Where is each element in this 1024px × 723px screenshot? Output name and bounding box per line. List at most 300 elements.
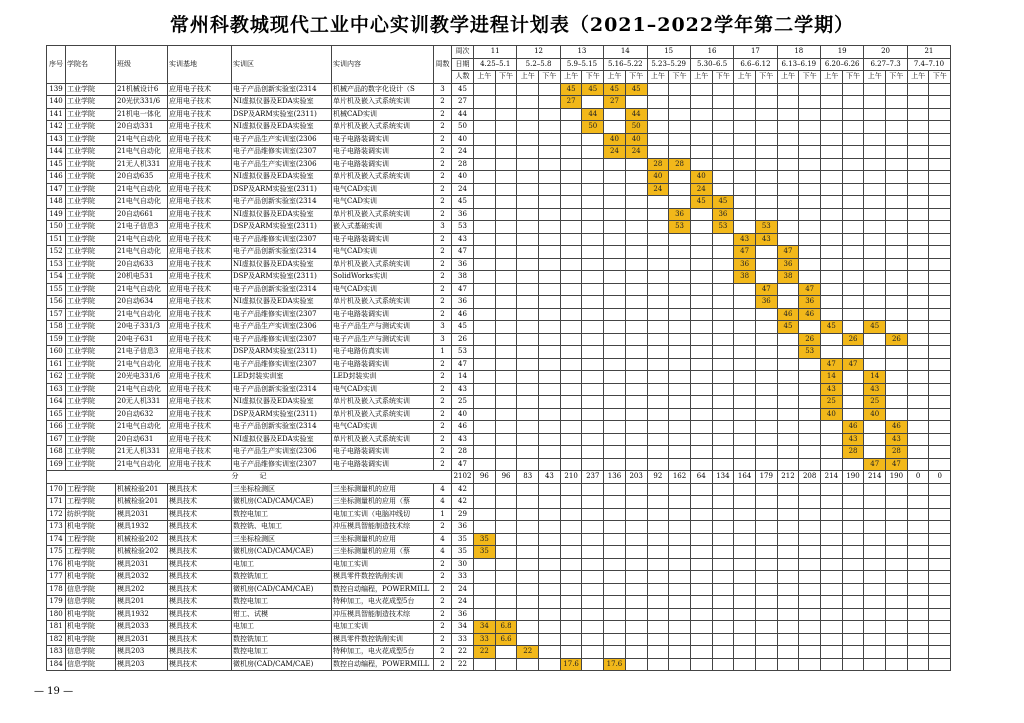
schedule-cell bbox=[690, 308, 712, 321]
row-weeks: 2 bbox=[434, 183, 452, 196]
schedule-cell bbox=[690, 358, 712, 371]
schedule-cell bbox=[777, 108, 799, 121]
schedule-cell bbox=[929, 321, 951, 334]
row-class: 20自动631 bbox=[116, 433, 168, 446]
row-class: 模具2031 bbox=[116, 508, 168, 521]
row-college: 机电学院 bbox=[66, 633, 116, 646]
schedule-cell bbox=[625, 521, 647, 534]
header-pm: 下午 bbox=[625, 71, 647, 84]
schedule-cell bbox=[821, 433, 843, 446]
schedule-cell bbox=[495, 558, 517, 571]
row-people: 24 bbox=[452, 583, 474, 596]
schedule-cell bbox=[474, 183, 496, 196]
schedule-cell bbox=[712, 333, 734, 346]
row-base: 模具技术 bbox=[168, 508, 232, 521]
row-area: 数控电加工 bbox=[232, 646, 332, 659]
row-base: 应用电子技术 bbox=[168, 308, 232, 321]
schedule-cell bbox=[821, 421, 843, 434]
schedule-cell bbox=[495, 608, 517, 621]
table-row bbox=[47, 108, 951, 121]
row-seq: 161 bbox=[47, 358, 66, 371]
schedule-cell bbox=[539, 371, 561, 384]
schedule-cell bbox=[625, 496, 647, 509]
schedule-cell bbox=[734, 621, 756, 634]
schedule-cell bbox=[886, 658, 908, 671]
schedule-cell bbox=[517, 596, 539, 609]
row-seq: 149 bbox=[47, 208, 66, 221]
row-people: 50 bbox=[452, 121, 474, 134]
row-area: DSP及ARM实验室(2311) bbox=[232, 408, 332, 421]
row-college: 工业学院 bbox=[66, 133, 116, 146]
schedule-cell bbox=[625, 571, 647, 584]
schedule-cell bbox=[517, 608, 539, 621]
schedule-cell bbox=[712, 596, 734, 609]
schedule-cell bbox=[495, 296, 517, 309]
schedule-cell bbox=[821, 608, 843, 621]
row-weeks: 2 bbox=[434, 158, 452, 171]
schedule-cell bbox=[842, 546, 864, 559]
schedule-cell bbox=[539, 571, 561, 584]
schedule-cell bbox=[755, 658, 777, 671]
schedule-cell bbox=[647, 408, 669, 421]
row-base: 应用电子技术 bbox=[168, 146, 232, 159]
row-content: 电子电路装调实训 bbox=[332, 446, 434, 459]
schedule-cell bbox=[734, 121, 756, 134]
row-people: 24 bbox=[452, 146, 474, 159]
row-college: 工业学院 bbox=[66, 358, 116, 371]
schedule-cell bbox=[625, 446, 647, 459]
schedule-cell bbox=[647, 146, 669, 159]
schedule-cell bbox=[604, 646, 626, 659]
row-class: 20无人机331 bbox=[116, 396, 168, 409]
schedule-cell bbox=[582, 296, 604, 309]
row-content: 电气CAD实训 bbox=[332, 383, 434, 396]
subtotal-value: 0 bbox=[907, 471, 929, 484]
row-weeks: 3 bbox=[434, 83, 452, 96]
schedule-cell bbox=[821, 208, 843, 221]
row-college: 工业学院 bbox=[66, 346, 116, 359]
row-weeks: 2 bbox=[434, 596, 452, 609]
schedule-cell bbox=[864, 158, 886, 171]
schedule-cell bbox=[864, 108, 886, 121]
row-seq: 169 bbox=[47, 458, 66, 471]
schedule-cell bbox=[495, 121, 517, 134]
schedule-cell bbox=[669, 421, 691, 434]
schedule-cell bbox=[669, 646, 691, 659]
row-class: 机械检验202 bbox=[116, 546, 168, 559]
schedule-cell bbox=[712, 571, 734, 584]
schedule-cell bbox=[582, 521, 604, 534]
schedule-cell bbox=[777, 83, 799, 96]
schedule-cell bbox=[625, 308, 647, 321]
schedule-cell bbox=[755, 646, 777, 659]
subtotal-value: 214 bbox=[821, 471, 843, 484]
schedule-cell bbox=[929, 446, 951, 459]
schedule-cell bbox=[474, 358, 496, 371]
header-date-range: 5.23–5.29 bbox=[647, 58, 690, 71]
schedule-cell bbox=[474, 221, 496, 234]
schedule-cell bbox=[712, 508, 734, 521]
schedule-cell bbox=[539, 121, 561, 134]
schedule-cell bbox=[777, 546, 799, 559]
schedule-cell bbox=[582, 246, 604, 259]
schedule-cell bbox=[625, 271, 647, 284]
schedule-cell bbox=[560, 183, 582, 196]
schedule-cell bbox=[560, 271, 582, 284]
schedule-cell bbox=[929, 121, 951, 134]
schedule-cell bbox=[842, 583, 864, 596]
row-weeks: 2 bbox=[434, 396, 452, 409]
row-college: 信息学院 bbox=[66, 583, 116, 596]
schedule-cell bbox=[474, 121, 496, 134]
row-base: 应用电子技术 bbox=[168, 271, 232, 284]
schedule-cell bbox=[517, 621, 539, 634]
schedule-cell bbox=[582, 421, 604, 434]
schedule-cell bbox=[821, 108, 843, 121]
subtotal-value: 179 bbox=[755, 471, 777, 484]
schedule-cell bbox=[625, 296, 647, 309]
schedule-cell bbox=[474, 146, 496, 159]
schedule-cell bbox=[864, 658, 886, 671]
schedule-cell bbox=[474, 233, 496, 246]
schedule-cell bbox=[821, 483, 843, 496]
row-content: 电气CAD实训 bbox=[332, 283, 434, 296]
schedule-cell-filled: 45 bbox=[625, 83, 647, 96]
subtotal-value: 0 bbox=[929, 471, 951, 484]
schedule-cell bbox=[539, 658, 561, 671]
row-class: 模具202 bbox=[116, 583, 168, 596]
row-class: 20自动634 bbox=[116, 296, 168, 309]
row-weeks: 2 bbox=[434, 196, 452, 209]
schedule-cell bbox=[625, 408, 647, 421]
schedule-cell bbox=[669, 521, 691, 534]
schedule-cell bbox=[799, 108, 821, 121]
schedule-cell bbox=[539, 633, 561, 646]
schedule-cell bbox=[560, 571, 582, 584]
schedule-cell bbox=[690, 221, 712, 234]
schedule-cell bbox=[755, 158, 777, 171]
schedule-cell bbox=[907, 358, 929, 371]
subtotal-value: 64 bbox=[690, 471, 712, 484]
schedule-cell bbox=[864, 608, 886, 621]
schedule-cell bbox=[669, 458, 691, 471]
header-am: 上午 bbox=[907, 71, 929, 84]
row-content: SolidWorks实训 bbox=[332, 271, 434, 284]
schedule-cell bbox=[799, 458, 821, 471]
schedule-cell-filled: 40 bbox=[864, 408, 886, 421]
schedule-cell bbox=[604, 633, 626, 646]
schedule-cell bbox=[690, 346, 712, 359]
row-seq: 177 bbox=[47, 571, 66, 584]
schedule-cell bbox=[582, 333, 604, 346]
schedule-cell bbox=[929, 408, 951, 421]
schedule-cell bbox=[474, 383, 496, 396]
schedule-cell-filled: 43 bbox=[842, 433, 864, 446]
schedule-cell bbox=[625, 533, 647, 546]
table-row bbox=[47, 183, 951, 196]
row-class: 21电气自动化 bbox=[116, 233, 168, 246]
row-seq: 144 bbox=[47, 146, 66, 159]
schedule-cell-filled: 27 bbox=[604, 96, 626, 109]
schedule-cell-filled: 40 bbox=[647, 171, 669, 184]
row-class: 20机电531 bbox=[116, 271, 168, 284]
row-base: 应用电子技术 bbox=[168, 408, 232, 421]
row-people: 22 bbox=[452, 658, 474, 671]
schedule-cell bbox=[690, 558, 712, 571]
schedule-cell bbox=[647, 221, 669, 234]
table-row bbox=[47, 246, 951, 259]
schedule-cell bbox=[560, 483, 582, 496]
schedule-cell bbox=[625, 458, 647, 471]
schedule-cell bbox=[929, 371, 951, 384]
row-college: 工业学院 bbox=[66, 396, 116, 409]
schedule-cell bbox=[712, 171, 734, 184]
schedule-cell bbox=[495, 333, 517, 346]
schedule-cell bbox=[799, 96, 821, 109]
row-people: 25 bbox=[452, 396, 474, 409]
row-base: 模具技术 bbox=[168, 646, 232, 659]
schedule-cell bbox=[647, 483, 669, 496]
schedule-cell bbox=[821, 596, 843, 609]
row-seq: 157 bbox=[47, 308, 66, 321]
schedule-cell bbox=[495, 221, 517, 234]
header-date-range: 4.25–5.1 bbox=[474, 58, 517, 71]
schedule-cell bbox=[560, 533, 582, 546]
table-row bbox=[47, 408, 951, 421]
schedule-cell-filled: 38 bbox=[734, 271, 756, 284]
schedule-cell bbox=[690, 571, 712, 584]
row-college: 机电学院 bbox=[66, 521, 116, 534]
schedule-cell bbox=[755, 121, 777, 134]
schedule-cell bbox=[886, 233, 908, 246]
schedule-cell bbox=[799, 496, 821, 509]
header-people-label: 人数 bbox=[452, 71, 474, 84]
subtotal-value: 212 bbox=[777, 471, 799, 484]
schedule-cell bbox=[907, 108, 929, 121]
row-seq: 179 bbox=[47, 596, 66, 609]
schedule-cell bbox=[669, 183, 691, 196]
schedule-cell bbox=[929, 633, 951, 646]
schedule-cell bbox=[886, 283, 908, 296]
schedule-cell bbox=[690, 496, 712, 509]
row-class: 21电子信息3 bbox=[116, 221, 168, 234]
row-content: 单片机及嵌入式系统实训 bbox=[332, 408, 434, 421]
schedule-cell bbox=[604, 621, 626, 634]
schedule-cell bbox=[886, 296, 908, 309]
schedule-cell bbox=[755, 346, 777, 359]
schedule-cell bbox=[495, 421, 517, 434]
row-seq: 182 bbox=[47, 633, 66, 646]
row-base: 模具技术 bbox=[168, 633, 232, 646]
schedule-cell bbox=[842, 633, 864, 646]
subtotal-value: 162 bbox=[669, 471, 691, 484]
header-pm: 下午 bbox=[755, 71, 777, 84]
row-class: 21机电一体化 bbox=[116, 108, 168, 121]
schedule-cell bbox=[647, 121, 669, 134]
schedule-cell bbox=[604, 283, 626, 296]
schedule-cell-filled: 44 bbox=[625, 108, 647, 121]
header-am: 上午 bbox=[647, 71, 669, 84]
schedule-cell bbox=[560, 146, 582, 159]
schedule-cell bbox=[777, 358, 799, 371]
subtotal-value: 136 bbox=[604, 471, 626, 484]
schedule-cell bbox=[799, 233, 821, 246]
schedule-cell bbox=[777, 396, 799, 409]
schedule-cell bbox=[886, 646, 908, 659]
row-class: 20光电331/6 bbox=[116, 371, 168, 384]
row-content: 电气CAD实训 bbox=[332, 183, 434, 196]
table-row bbox=[47, 596, 951, 609]
row-base: 模具技术 bbox=[168, 521, 232, 534]
schedule-cell bbox=[929, 396, 951, 409]
schedule-cell bbox=[495, 196, 517, 209]
schedule-cell bbox=[777, 446, 799, 459]
row-seq: 183 bbox=[47, 646, 66, 659]
schedule-cell bbox=[604, 233, 626, 246]
schedule-cell bbox=[755, 521, 777, 534]
schedule-cell bbox=[864, 246, 886, 259]
schedule-cell bbox=[799, 171, 821, 184]
row-college: 工业学院 bbox=[66, 433, 116, 446]
schedule-cell bbox=[495, 321, 517, 334]
header-class: 班级 bbox=[116, 46, 168, 84]
row-base: 应用电子技术 bbox=[168, 433, 232, 446]
schedule-cell bbox=[560, 296, 582, 309]
schedule-cell bbox=[907, 446, 929, 459]
schedule-cell-filled: 36 bbox=[777, 258, 799, 271]
schedule-cell bbox=[886, 258, 908, 271]
header-pm: 下午 bbox=[539, 71, 561, 84]
schedule-cell bbox=[929, 433, 951, 446]
row-area: 电子产品生产实训室(2306 bbox=[232, 133, 332, 146]
schedule-cell bbox=[777, 196, 799, 209]
row-college: 工业学院 bbox=[66, 221, 116, 234]
schedule-cell bbox=[799, 371, 821, 384]
table-row bbox=[47, 396, 951, 409]
schedule-cell bbox=[604, 458, 626, 471]
schedule-cell bbox=[886, 183, 908, 196]
schedule-cell bbox=[864, 521, 886, 534]
schedule-cell bbox=[539, 108, 561, 121]
schedule-cell bbox=[842, 383, 864, 396]
row-weeks: 2 bbox=[434, 446, 452, 459]
schedule-cell bbox=[625, 346, 647, 359]
schedule-cell-filled: 53 bbox=[799, 346, 821, 359]
schedule-cell bbox=[517, 233, 539, 246]
row-seq: 159 bbox=[47, 333, 66, 346]
row-area: 数控铣加工 bbox=[232, 571, 332, 584]
schedule-cell bbox=[539, 358, 561, 371]
row-class: 21电子信息3 bbox=[116, 346, 168, 359]
header-am: 上午 bbox=[734, 71, 756, 84]
schedule-cell bbox=[777, 596, 799, 609]
schedule-cell bbox=[582, 508, 604, 521]
schedule-cell bbox=[582, 646, 604, 659]
row-weeks: 2 bbox=[434, 608, 452, 621]
schedule-cell bbox=[799, 396, 821, 409]
table-row bbox=[47, 546, 951, 559]
schedule-cell bbox=[625, 633, 647, 646]
header-area: 实训区 bbox=[232, 46, 332, 84]
subtotal-value: 237 bbox=[582, 471, 604, 484]
row-area: 钳工、试模 bbox=[232, 608, 332, 621]
row-content: 机械CAD实训 bbox=[332, 108, 434, 121]
row-seq: 148 bbox=[47, 196, 66, 209]
schedule-cell bbox=[907, 496, 929, 509]
schedule-cell-filled: 36 bbox=[734, 258, 756, 271]
row-weeks: 3 bbox=[434, 333, 452, 346]
schedule-cell bbox=[690, 208, 712, 221]
schedule-cell bbox=[734, 508, 756, 521]
schedule-cell bbox=[582, 458, 604, 471]
header-week-number: 11 bbox=[474, 46, 517, 59]
schedule-cell bbox=[582, 96, 604, 109]
schedule-cell bbox=[864, 496, 886, 509]
schedule-cell bbox=[886, 108, 908, 121]
schedule-cell bbox=[669, 246, 691, 259]
row-seq: 173 bbox=[47, 521, 66, 534]
schedule-cell bbox=[734, 283, 756, 296]
row-area: NI虚拟仪器及EDA实验室 bbox=[232, 258, 332, 271]
row-weeks: 2 bbox=[434, 308, 452, 321]
row-content: 电子电路装调实训 bbox=[332, 308, 434, 321]
schedule-cell bbox=[517, 221, 539, 234]
schedule-cell bbox=[799, 146, 821, 159]
schedule-cell-filled: 36 bbox=[669, 208, 691, 221]
subtotal-label: 分 记 bbox=[47, 471, 452, 484]
schedule-cell bbox=[821, 308, 843, 321]
schedule-cell bbox=[647, 571, 669, 584]
schedule-cell bbox=[907, 571, 929, 584]
schedule-cell bbox=[517, 571, 539, 584]
schedule-cell bbox=[474, 271, 496, 284]
row-people: 42 bbox=[452, 483, 474, 496]
schedule-cell bbox=[734, 371, 756, 384]
row-weeks: 3 bbox=[434, 221, 452, 234]
table-row bbox=[47, 158, 951, 171]
schedule-cell bbox=[517, 208, 539, 221]
schedule-cell bbox=[495, 371, 517, 384]
schedule-cell bbox=[734, 433, 756, 446]
row-content: 电加工实训 bbox=[332, 558, 434, 571]
schedule-cell bbox=[712, 446, 734, 459]
schedule-cell bbox=[929, 196, 951, 209]
schedule-cell bbox=[669, 346, 691, 359]
schedule-cell bbox=[604, 108, 626, 121]
row-class: 机械检验201 bbox=[116, 483, 168, 496]
schedule-cell bbox=[517, 371, 539, 384]
schedule-cell bbox=[582, 358, 604, 371]
schedule-cell bbox=[517, 196, 539, 209]
row-area: 数控电加工 bbox=[232, 508, 332, 521]
schedule-cell bbox=[604, 396, 626, 409]
row-area: 电子产品创新实验室(2314 bbox=[232, 283, 332, 296]
schedule-cell bbox=[690, 96, 712, 109]
schedule-cell-filled: 28 bbox=[842, 446, 864, 459]
schedule-cell bbox=[821, 171, 843, 184]
row-area: DSP及ARM实验室(2311) bbox=[232, 221, 332, 234]
schedule-cell bbox=[625, 583, 647, 596]
schedule-cell bbox=[539, 608, 561, 621]
row-college: 工业学院 bbox=[66, 321, 116, 334]
table-row bbox=[47, 321, 951, 334]
row-people: 46 bbox=[452, 421, 474, 434]
row-seq: 143 bbox=[47, 133, 66, 146]
schedule-cell bbox=[604, 258, 626, 271]
schedule-cell bbox=[517, 396, 539, 409]
row-content: 机械产品的数字化设计（S bbox=[332, 83, 434, 96]
schedule-cell bbox=[712, 396, 734, 409]
